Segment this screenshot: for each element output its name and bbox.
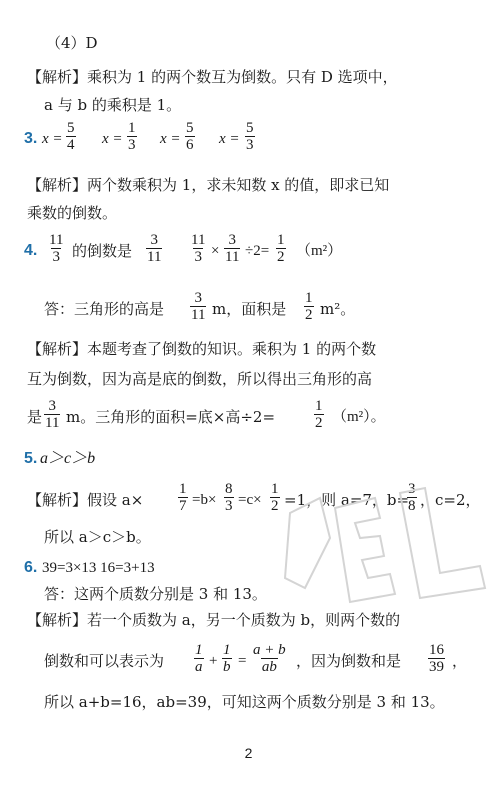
equation: 39=3×13 16=3+13 [42,560,155,576]
answer-text: m²。 [320,300,356,318]
fraction: 1 2 [277,232,285,265]
explanation-line: 乘数的倒数。 [27,204,118,222]
fraction: 1 2 [305,290,313,323]
plus-sign: + [209,653,218,669]
text: ，c=2， [420,491,481,509]
watermark-logo [280,478,495,608]
fraction: 1 2 [315,398,323,431]
text: 【解析】假设 a× [27,491,144,509]
equals-sign: = [238,653,247,669]
fraction: 3 11 [45,398,60,431]
text: ÷2= [245,243,270,259]
text: ， [452,652,468,670]
text: 倒数和可以表示为 [44,652,165,670]
text: 是 [27,408,43,426]
relation: a＞c＞b [40,450,96,467]
question-number: 4. [24,242,38,259]
x-label: x = [102,131,123,147]
x-label: x = [160,131,181,147]
answer-line: 答：这两个质数分别是 3 和 13。 [44,585,267,603]
fraction: 5 6 [186,120,194,153]
fraction: 1 a [195,642,203,675]
question-number: 5. [24,450,38,467]
text: =b× [192,492,217,508]
fraction: 1 b [223,642,231,675]
text: =1，则 a=7，b= [284,491,410,509]
explanation-line: 【解析】若一个质数为 a，另一个质数为 b，则两个数的 [27,611,401,629]
fraction: 3 11 [191,290,206,323]
fraction: 5 3 [246,120,254,153]
answer-4-d: （4）D [46,34,98,52]
explanation-line: 【解析】本题考查了倒数的知识。乘积为 1 的两个数 [27,340,377,358]
fraction: 3 11 [147,232,162,265]
fraction: 1 7 [179,481,187,514]
fraction: a + b ab [253,642,286,675]
unit: （m²）。 [332,409,386,425]
page-number: 2 [244,745,253,761]
fraction: 16 39 [429,642,444,675]
fraction: 3 8 [408,481,416,514]
question-number: 6. [24,559,38,576]
fraction: 5 4 [67,120,75,153]
text: 的倒数是 [72,242,133,260]
fraction: 8 3 [225,481,233,514]
unit: （m²） [296,243,343,259]
explanation-line: 所以 a＞c＞b。 [44,528,151,546]
explanation-line: 互为倒数，因为高是底的倒数，所以得出三角形的高 [27,370,373,388]
text: ，因为倒数和是 [296,652,402,670]
x-label: x = [42,131,63,147]
fraction: 3 11 [225,232,240,265]
explanation-line: 【解析】乘积为 1 的两个数互为倒数。只有 D 选项中， [27,68,398,86]
fraction: 11 3 [191,232,206,265]
answer-text: 答：三角形的高是 [44,300,165,318]
times-sign: × [211,243,220,259]
question-number: 3. [24,130,38,147]
explanation-line: 所以 a+b=16，ab=39，可知这两个质数分别是 3 和 13。 [44,693,445,711]
text: =c× [238,492,262,508]
explanation-line: 【解析】两个数乘积为 1，求未知数 x 的值，即求已知 [27,176,390,194]
x-label: x = [219,131,240,147]
text: m。三角形的面积=底×高÷2= [66,408,276,426]
explanation-line: a 与 b 的乘积是 1。 [44,96,182,114]
answer-text: m，面积是 [212,300,287,318]
fraction: 1 3 [128,120,136,153]
fraction: 11 3 [49,232,64,265]
fraction: 1 2 [271,481,279,514]
